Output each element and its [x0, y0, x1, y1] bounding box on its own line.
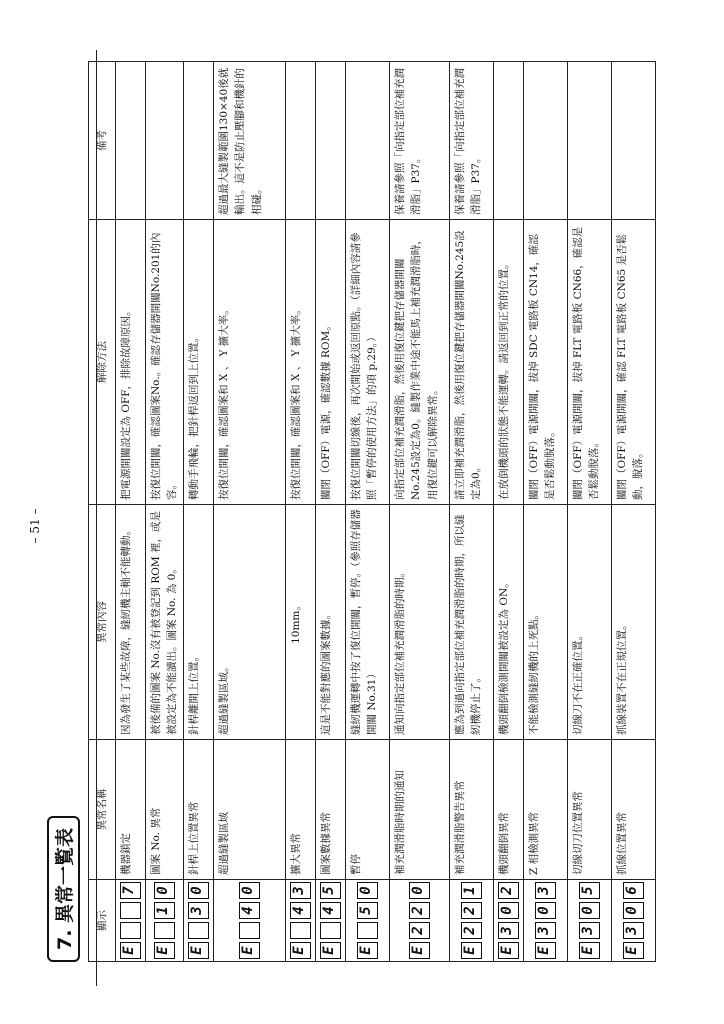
error-remedy: 關閉（OFF）電源開關，確認 FLT 電路板 CN65 是否鬆動，脫落。 [612, 220, 656, 505]
error-remarks: 超過最大縫製範圍130×40後就輸出。這不是防止壓腳和機針的相碰。 [214, 62, 286, 220]
segment-digit: 2 [409, 922, 430, 939]
segment-digit: 2 [461, 922, 482, 939]
segment-digit: 4 [290, 902, 311, 919]
table-row [116, 62, 146, 962]
error-name: 擴大異常 [286, 740, 316, 880]
error-remedy: 在放倒機頭的狀態不能運轉。請返回到正常的位置。 [494, 220, 524, 505]
segment-digit: E [120, 942, 141, 959]
error-code-display [286, 880, 316, 962]
error-content: 10mm。 [286, 505, 316, 740]
segment-digit: 3 [535, 922, 556, 939]
error-name: 圖案 No. 異常 [146, 740, 184, 880]
error-remedy: 把電源開關設定為 OFF，排除故障原因。 [116, 220, 146, 505]
seven-segment-display [579, 882, 600, 959]
segment-digit: E [357, 942, 378, 959]
segment-digit: 3 [535, 882, 556, 899]
error-code-display [214, 880, 286, 962]
header-name: 異常名稱 [89, 740, 116, 880]
error-remarks: 保養請參照「向指定部位補充潤滑脂」P37。 [450, 62, 494, 220]
table-row [286, 62, 316, 962]
segment-digit: 5 [579, 882, 600, 899]
error-content: 縫紉機運轉中按了復位開關，暫停。（參照存儲器開關 No.31） [346, 505, 390, 740]
seven-segment-display [623, 882, 644, 959]
segment-digit: E [290, 942, 311, 959]
error-name: 機頭翻倒異常 [494, 740, 524, 880]
error-remarks: 保養請參照「向指定部位補充潤滑脂」P37。 [390, 62, 450, 220]
segment-digit: 1 [461, 882, 482, 899]
segment-digit: E [498, 942, 519, 959]
segment-digit: E [239, 942, 260, 959]
error-remedy: 按復位開關，確認圖案和 X 、 Y 擴大率。 [286, 220, 316, 505]
table-row [450, 62, 494, 962]
segment-digit: E [154, 942, 175, 959]
error-content: 不能檢測縫紉機的上死點。 [524, 505, 568, 740]
error-code-display [612, 880, 656, 962]
seven-segment-display [498, 882, 519, 959]
error-table [88, 61, 656, 962]
segment-digit: 3 [498, 922, 519, 939]
error-name: 抓線位置異常 [612, 740, 656, 880]
seven-segment-display [320, 882, 341, 959]
error-remarks [524, 62, 568, 220]
seven-segment-display [535, 882, 556, 959]
segment-digit: 0 [409, 882, 430, 899]
segment-digit: 3 [290, 882, 311, 899]
error-remedy: 請立即補充潤滑脂，然後用復位鍵把存儲器開關No.245設定為0。 [450, 220, 494, 505]
section-title [48, 816, 78, 962]
table-row [390, 62, 450, 962]
header-remarks: 備考 [89, 62, 116, 220]
error-name: 補充潤滑脂警告異常 [450, 740, 494, 880]
segment-digit: 4 [320, 902, 341, 919]
segment-digit: E [188, 942, 209, 959]
error-remarks [146, 62, 184, 220]
segment-digit: 2 [498, 882, 519, 899]
error-remedy: 關閉（OFF）電源開關，拔掉 FLT 電路板 CN66，確認是否鬆動脫落。 [568, 220, 612, 505]
error-code-display [116, 880, 146, 962]
segment-digit: E [535, 942, 556, 959]
error-content: 針桿離開上位置。 [184, 505, 214, 740]
segment-digit: 0 [357, 882, 378, 899]
error-code-display [184, 880, 214, 962]
error-code-display [390, 880, 450, 962]
error-remedy: 向指定部位補充潤滑脂，然後用復位鍵把存儲器開關No.245設定為0。縫製作業中途不能馬上補充潤滑脂時，用復位鍵可以解除異常。 [390, 220, 450, 505]
segment-digit: 3 [579, 922, 600, 939]
segment-digit: 6 [623, 882, 644, 899]
page-number: – 51 – [28, 508, 42, 544]
error-remarks [346, 62, 390, 220]
table-row [568, 62, 612, 962]
segment-digit: E [623, 942, 644, 959]
segment-digit: E [461, 942, 482, 959]
error-name: 圖案數據異常 [316, 740, 346, 880]
error-content: 因為發生了某些故障，縫紉機主軸不能轉動。 [116, 505, 146, 740]
error-content: 這是不能對應的圖案數據。 [316, 505, 346, 740]
seven-segment-display [461, 882, 482, 959]
segment-digit: 3 [623, 922, 644, 939]
error-remedy: 關閉（OFF）電源開關，拔掉 SDC 電路板 CN14，確認是否鬆動脫落。 [524, 220, 568, 505]
error-code-display [568, 880, 612, 962]
seven-segment-display [120, 882, 141, 959]
segment-digit [188, 922, 209, 939]
segment-digit: 5 [320, 882, 341, 899]
segment-digit [357, 922, 378, 939]
header-content: 異常內容 [89, 505, 116, 740]
segment-digit: E [320, 942, 341, 959]
segment-digit: 0 [579, 902, 600, 919]
table-body [116, 62, 656, 962]
error-content: 通知向指定部位補充潤滑脂的時期。 [390, 505, 450, 740]
table-row [214, 62, 286, 962]
error-code-display [346, 880, 390, 962]
segment-digit [239, 922, 260, 939]
table-row [524, 62, 568, 962]
seven-segment-display [154, 882, 175, 959]
segment-digit: E [579, 942, 600, 959]
error-content: 超過縫製區域。 [214, 505, 286, 740]
error-remarks [286, 62, 316, 220]
error-name: 針桿上位置異常 [184, 740, 214, 880]
segment-digit: 0 [154, 882, 175, 899]
error-remarks [494, 62, 524, 220]
table-row [184, 62, 214, 962]
error-remedy: 按復位開關，確認圖案和 X 、 Y 擴大率。 [214, 220, 286, 505]
seven-segment-display [357, 882, 378, 959]
error-remarks [184, 62, 214, 220]
error-remedy: 按復位開關，確認圖案No.。確認存儲器開關No.201的內容。 [146, 220, 184, 505]
error-code-display [146, 880, 184, 962]
seven-segment-display [188, 882, 209, 959]
error-code-display [316, 880, 346, 962]
seven-segment-display [239, 882, 260, 959]
error-content: 抓線裝置不在正規位置。 [612, 505, 656, 740]
segment-digit: 0 [188, 882, 209, 899]
seven-segment-display [409, 882, 430, 959]
section-title-label: 7. 異常一覧表 [47, 816, 80, 962]
error-content: 機頭翻倒檢測開關被設定為 ON。 [494, 505, 524, 740]
segment-digit [320, 922, 341, 939]
error-name: 暫停 [346, 740, 390, 880]
seven-segment-display [290, 882, 311, 959]
segment-digit: 5 [357, 902, 378, 919]
segment-digit [154, 922, 175, 939]
segment-digit: 3 [188, 902, 209, 919]
segment-digit [120, 922, 141, 939]
table-row [494, 62, 524, 962]
table-row [612, 62, 656, 962]
segment-digit: 2 [409, 902, 430, 919]
error-name: 補充潤滑脂時期的通知 [390, 740, 450, 880]
segment-digit [120, 902, 141, 919]
error-name: Z 相檢測異常 [524, 740, 568, 880]
table-row [346, 62, 390, 962]
error-remedy: 關閉（OFF）電源，確認數據 ROM。 [316, 220, 346, 505]
rotated-table-area [48, 62, 676, 962]
segment-digit: 7 [120, 882, 141, 899]
error-code-display [494, 880, 524, 962]
error-name: 切線切刀位置異常 [568, 740, 612, 880]
error-remarks [316, 62, 346, 220]
error-content: 被後備的圖案 No.沒有被登記到 ROM 裡，或是被設定為不能讀出。圖案 No. 為 0。 [146, 505, 184, 740]
error-remarks [612, 62, 656, 220]
table-row [316, 62, 346, 962]
error-remedy: 按復位開關切線後，再次開始或返回原點。（詳細內容請參照「暫停的使用方法」的項 p.29。） [346, 220, 390, 505]
error-remedy: 轉動手飛輪，把針桿返回到上位置。 [184, 220, 214, 505]
segment-digit: 0 [498, 902, 519, 919]
error-name: 機器鎖定 [116, 740, 146, 880]
segment-digit: 1 [154, 902, 175, 919]
table-header-row [89, 62, 116, 962]
segment-digit: 2 [461, 902, 482, 919]
error-code-display [524, 880, 568, 962]
table-row [146, 62, 184, 962]
segment-digit [290, 922, 311, 939]
error-remarks [568, 62, 612, 220]
header-remedy: 解除方法 [89, 220, 116, 505]
error-code-display [450, 880, 494, 962]
segment-digit: 4 [239, 902, 260, 919]
segment-digit: E [409, 942, 430, 959]
segment-digit: 0 [535, 902, 556, 919]
error-content: 切線刀不在正確位置。 [568, 505, 612, 740]
header-display: 顯示 [89, 880, 116, 962]
error-name: 超過縫製區域 [214, 740, 286, 880]
error-content: 應為到過向指定部位補充潤滑脂的時期，所以縫紉機停止了。 [450, 505, 494, 740]
error-remarks [116, 62, 146, 220]
segment-digit: 0 [623, 902, 644, 919]
segment-digit: 0 [239, 882, 260, 899]
